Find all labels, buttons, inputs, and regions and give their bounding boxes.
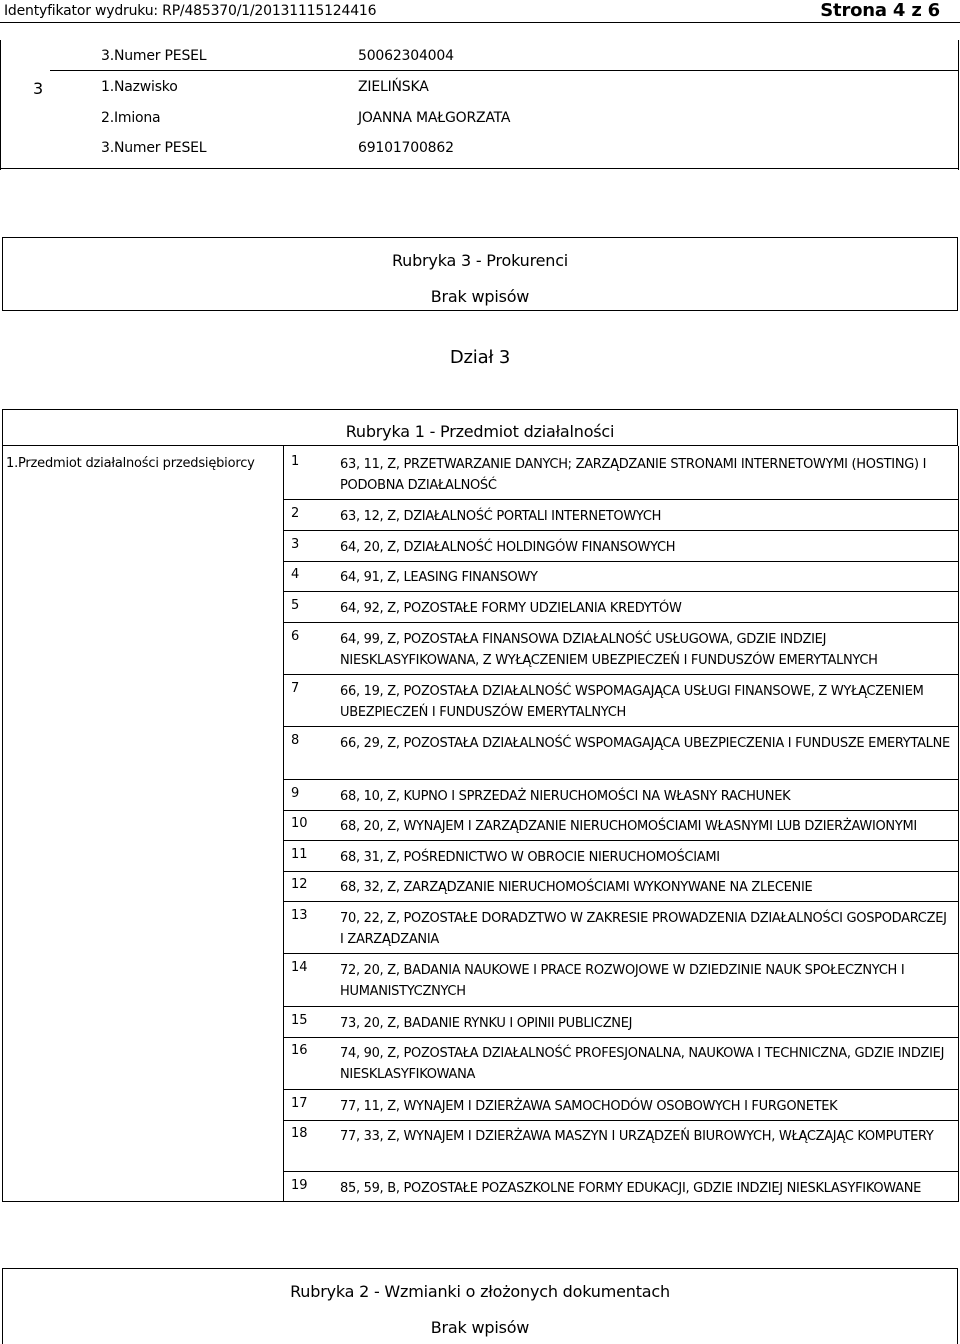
- names-label: 2.Imiona: [101, 110, 161, 126]
- names-value: JOANNA MAŁGORZATA: [358, 110, 511, 126]
- prev-pesel-label: 3.Numer PESEL: [101, 48, 207, 64]
- person-index: 3: [33, 79, 43, 98]
- print-identifier: Identyfikator wydruku: RP/485370/1/20131115124416: [4, 3, 377, 19]
- rubryka-2-title: Rubryka 2 - Wzmianki o złożonych dokumentach: [290, 1282, 670, 1301]
- activity-text: 70, 22, Z, POZOSTAŁE DORADZTWO W ZAKRESIE PROWADZENIA DZIAŁALNOŚCI GOSPODARCZEJ I ZARZĄDZANIA: [340, 911, 947, 947]
- activity-text: 72, 20, Z, BADANIA NAUKOWE I PRACE ROZWOJOWE W DZIEDZINIE NAUK SPOŁECZNYCH I HUMANISTYCZNYCH: [340, 963, 905, 999]
- activity-text: 64, 92, Z, POZOSTAŁE FORMY UDZIELANIA KREDYTÓW: [340, 601, 682, 616]
- activity-number: 11: [291, 847, 308, 862]
- activity-number: 4: [291, 567, 300, 582]
- rubryka-3-title: Rubryka 3 - Prokurenci: [391, 251, 569, 270]
- activity-number: 8: [291, 733, 300, 748]
- header-rule: [0, 22, 960, 23]
- activity-number: 6: [291, 629, 300, 644]
- activity-text: 68, 31, Z, POŚREDNICTWO W OBROCIE NIERUCHOMOŚCIAMI: [340, 850, 720, 865]
- activity-text: 66, 29, Z, POZOSTAŁA DZIAŁALNOŚĆ WSPOMAGAJĄCA UBEZPIECZENIA I FUNDUSZE EMERYTALNE: [340, 736, 950, 751]
- activity-label: 1.Przedmiot działalności przedsiębiorcy: [6, 456, 255, 471]
- activity-text: 68, 32, Z, ZARZĄDZANIE NIERUCHOMOŚCIAMI WYKONYWANE NA ZLECENIE: [340, 880, 813, 895]
- activity-number: 17: [291, 1096, 308, 1111]
- activity-number: 15: [291, 1013, 308, 1028]
- rubryka-2-empty: Brak wpisów: [430, 1318, 530, 1337]
- rubryka-1-title: Rubryka 1 - Przedmiot działalności: [345, 422, 615, 441]
- activity-number: 5: [291, 598, 300, 613]
- page-number: Strona 4 z 6: [820, 0, 940, 21]
- activity-text: 63, 12, Z, DZIAŁALNOŚĆ PORTALI INTERNETOWYCH: [340, 509, 662, 524]
- activity-number: 2: [291, 506, 300, 521]
- activity-text: 68, 20, Z, WYNAJEM I ZARZĄDZANIE NIERUCHOMOŚCIAMI WŁASNYMI LUB DZIERŻAWIONYMI: [340, 819, 917, 834]
- activity-text: 77, 11, Z, WYNAJEM I DZIERŻAWA SAMOCHODÓW OSOBOWYCH I FURGONETEK: [340, 1099, 838, 1114]
- activity-text: 64, 91, Z, LEASING FINANSOWY: [340, 570, 538, 585]
- activity-number: 10: [291, 816, 308, 831]
- activity-number: 18: [291, 1126, 308, 1141]
- pesel-value: 69101700862: [358, 140, 454, 156]
- activity-text: 63, 11, Z, PRZETWARZANIE DANYCH; ZARZĄDZANIE STRONAMI INTERNETOWYMI (HOSTING) I PODOBNA DZIAŁALNOŚĆ: [340, 457, 927, 493]
- activity-text: 85, 59, B, POZOSTAŁE POZASZKOLNE FORMY EDUKACJI, GDZIE INDZIEJ NIESKLASYFIKOWANE: [340, 1181, 922, 1196]
- surname-value: ZIELIŃSKA: [358, 79, 429, 95]
- pesel-label: 3.Numer PESEL: [101, 140, 207, 156]
- activity-text: 64, 99, Z, POZOSTAŁA FINANSOWA DZIAŁALNOŚĆ USŁUGOWA, GDZIE INDZIEJ NIESKLASYFIKOWANA, Z WYŁĄCZENIEM UBEZPIECZEŃ I FUNDUSZÓW EMERYTALNYCH: [340, 632, 878, 668]
- activity-number: 7: [291, 681, 300, 696]
- activity-text: 73, 20, Z, BADANIE RYNKU I OPINII PUBLICZNEJ: [340, 1016, 633, 1031]
- activity-number: 19: [291, 1178, 308, 1193]
- activity-text: 64, 20, Z, DZIAŁALNOŚĆ HOLDINGÓW FINANSOWYCH: [340, 540, 676, 555]
- section-title: Dział 3: [449, 347, 511, 368]
- activity-text: 74, 90, Z, POZOSTAŁA DZIAŁALNOŚĆ PROFESJONALNA, NAUKOWA I TECHNICZNA, GDZIE INDZIEJ NIESKLASYFIKOWANA: [340, 1046, 945, 1082]
- activity-text: 68, 10, Z, KUPNO I SPRZEDAŻ NIERUCHOMOŚCI NA WŁASNY RACHUNEK: [340, 789, 791, 804]
- activity-text: 66, 19, Z, POZOSTAŁA DZIAŁALNOŚĆ WSPOMAGAJĄCA USŁUGI FINANSOWE, Z WYŁĄCZENIEM UBEZPIECZEŃ I FUNDUSZÓW EMERYTALNYCH: [340, 684, 924, 720]
- surname-label: 1.Nazwisko: [101, 79, 178, 95]
- activity-number: 9: [291, 786, 300, 801]
- prev-pesel-value: 50062304004: [358, 48, 454, 64]
- rubryka-3-empty: Brak wpisów: [430, 287, 530, 306]
- activity-number: 1: [291, 454, 300, 469]
- activity-number: 3: [291, 537, 300, 552]
- activity-number: 12: [291, 877, 308, 892]
- activity-number: 14: [291, 960, 308, 975]
- activity-text: 77, 33, Z, WYNAJEM I DZIERŻAWA MASZYN I URZĄDZEŃ BIUROWYCH, WŁĄCZAJĄC KOMPUTERY: [340, 1129, 934, 1144]
- activity-number: 16: [291, 1043, 308, 1058]
- activity-number: 13: [291, 908, 308, 923]
